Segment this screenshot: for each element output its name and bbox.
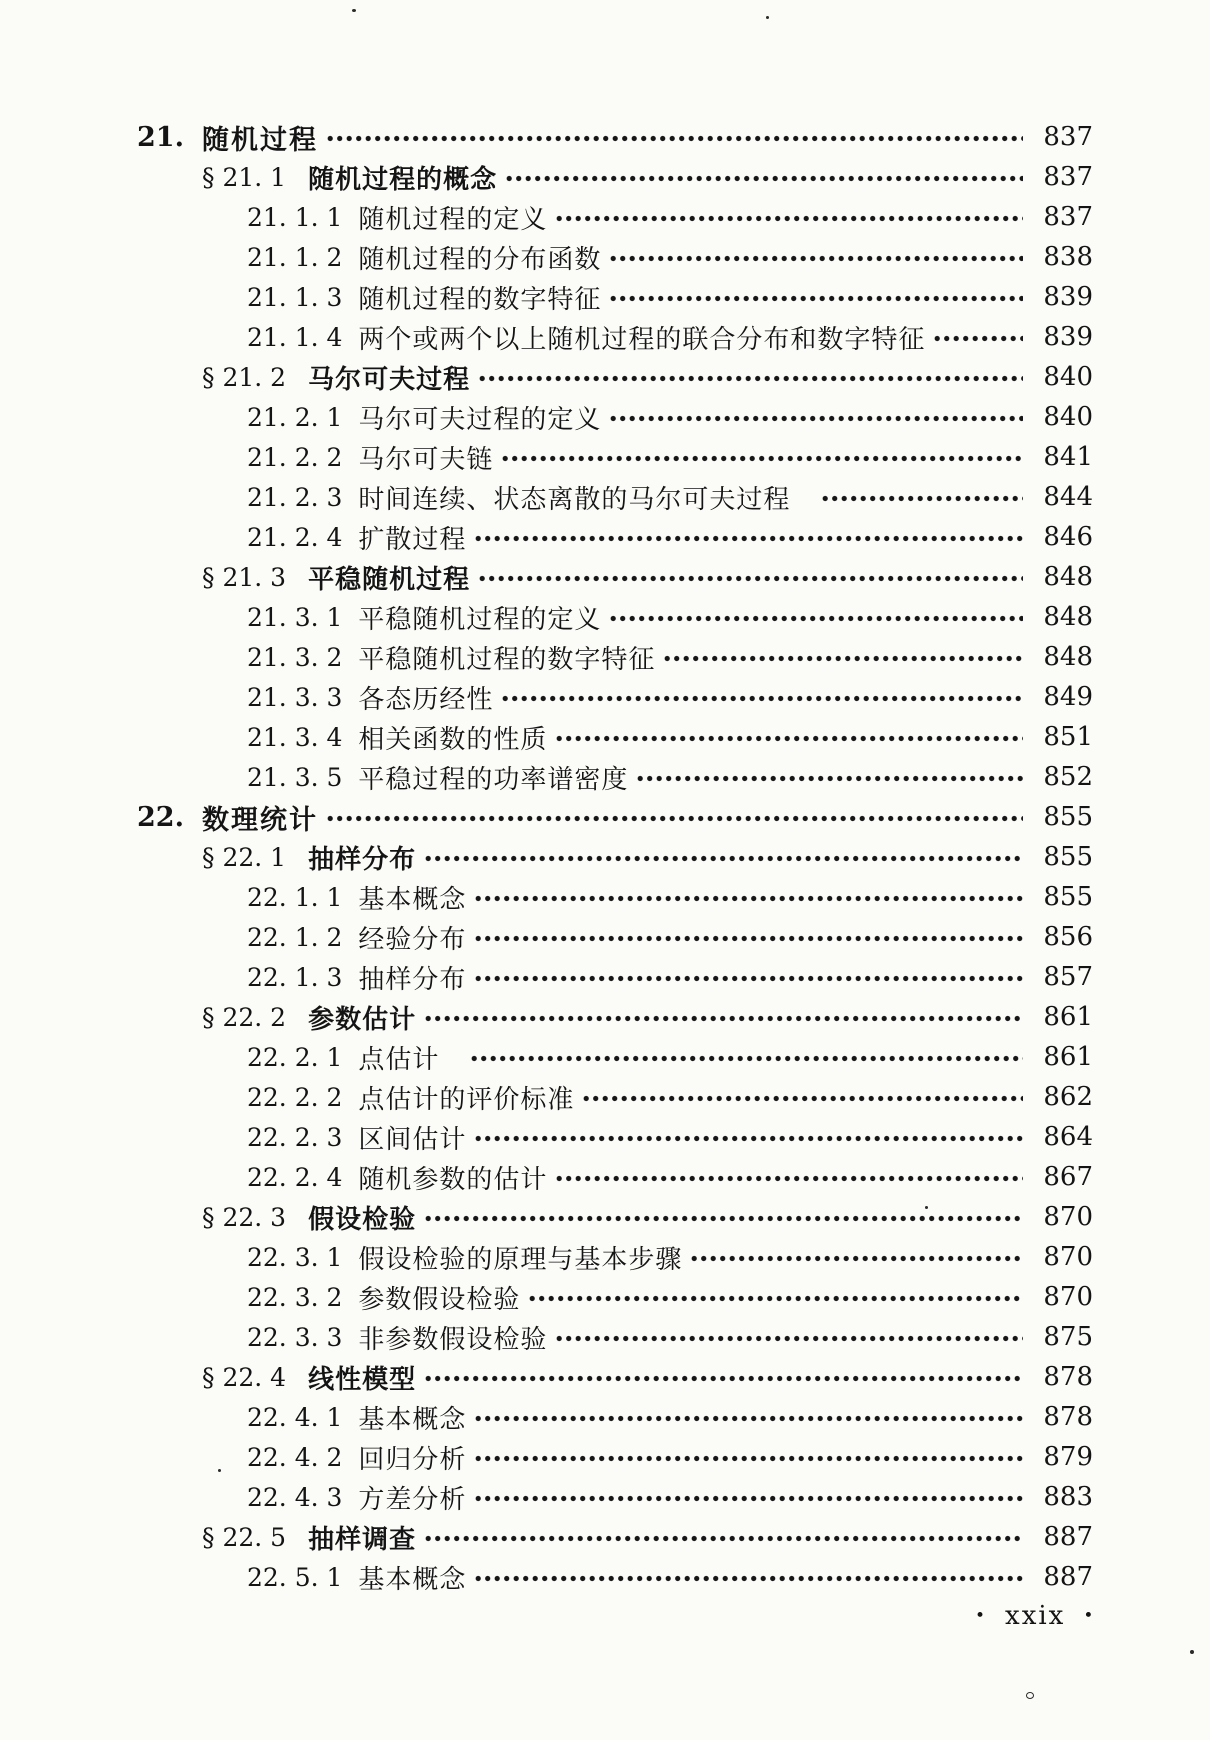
dot-leader <box>475 935 1023 942</box>
toc-entry-title: 基本概念 <box>358 1564 467 1595</box>
dot-leader <box>610 255 1023 262</box>
toc-entry-number: 22. 4. 2 <box>247 1442 343 1472</box>
toc-entry-title: 马尔可夫过程 <box>308 364 471 395</box>
toc-entry-title: 参数假设检验 <box>358 1284 521 1315</box>
toc-row <box>137 1077 1093 1117</box>
toc-entry-title: 平稳随机过程的定义 <box>358 604 602 635</box>
toc-entry-number: 22. 4. 1 <box>247 1402 343 1432</box>
toc-row <box>137 477 1093 517</box>
toc-entry-title: 随机过程 <box>201 124 318 156</box>
toc-entry-page: 837 <box>1043 122 1093 152</box>
toc-entry-page: 887 <box>1043 1522 1093 1552</box>
toc-entry-page: 837 <box>1043 202 1093 232</box>
toc-entry-page: 862 <box>1043 1082 1093 1112</box>
toc-entry-page: 870 <box>1043 1202 1093 1232</box>
scan-speck <box>925 1206 928 1209</box>
toc-entry-title: 随机过程的概念 <box>308 164 498 195</box>
toc-entry-number: 22. 4. 3 <box>247 1482 343 1512</box>
toc-entry-page: 856 <box>1043 922 1093 952</box>
toc-row <box>137 157 1093 197</box>
dot-leader <box>475 1495 1023 1502</box>
toc-row <box>137 317 1093 357</box>
dot-leader <box>475 1575 1023 1582</box>
toc-entry-page: 887 <box>1043 1562 1093 1592</box>
toc-entry-title: 基本概念 <box>358 884 467 915</box>
dot-leader <box>475 895 1023 902</box>
dot-leader <box>583 1095 1023 1102</box>
toc-entry-title: 马尔可夫过程的定义 <box>358 404 602 435</box>
dot-leader <box>822 495 1023 502</box>
toc-entry-title: 方差分析 <box>358 1484 467 1515</box>
toc-entry-number: § 22. 3 <box>202 1202 287 1232</box>
toc-entry-page: 840 <box>1043 362 1093 392</box>
dot-leader <box>691 1255 1023 1262</box>
toc-entry-page: 839 <box>1043 322 1093 352</box>
toc-entry-title: 平稳过程的功率谱密度 <box>358 764 629 795</box>
dot-leader <box>664 655 1023 662</box>
toc-row <box>137 1317 1093 1357</box>
toc-entry-number: 21. 1. 1 <box>247 202 343 232</box>
dot-leader <box>425 1015 1023 1022</box>
toc-entry-title: 抽样调查 <box>308 1524 417 1555</box>
toc-entry-page: 840 <box>1043 402 1093 432</box>
toc-row <box>137 1397 1093 1437</box>
toc-entry-number: 22. 2. 4 <box>247 1162 343 1192</box>
toc-entry-title: 回归分析 <box>358 1444 467 1475</box>
toc-entry-page: 870 <box>1043 1282 1093 1312</box>
toc-entry-number: 22. 3. 1 <box>247 1242 343 1272</box>
toc-entry-number: 22. 1. 1 <box>247 882 343 912</box>
toc-row <box>137 957 1093 997</box>
dot-leader <box>479 575 1023 582</box>
toc-entry-title: 点估计的评价标准 <box>358 1084 575 1115</box>
toc-entry-title: 两个或两个以上随机过程的联合分布和数字特征 <box>358 324 926 355</box>
toc-entry-page: 852 <box>1043 762 1093 792</box>
toc-row <box>137 997 1093 1037</box>
toc-row <box>137 877 1093 917</box>
dot-leader <box>475 535 1023 542</box>
toc-row <box>137 397 1093 437</box>
toc-entry-title: 随机过程的定义 <box>358 204 548 235</box>
toc-entry-title: 数理统计 <box>201 804 318 836</box>
toc-entry-title: 抽样分布 <box>308 844 417 875</box>
dot-leader <box>610 615 1023 622</box>
toc-row <box>137 237 1093 277</box>
toc-entry-title: 相关函数的性质 <box>358 724 548 755</box>
dot-leader <box>502 455 1023 462</box>
toc-entry-title: 马尔可夫链 <box>358 444 494 475</box>
toc-entry-number: § 21. 3 <box>202 562 287 592</box>
dot-leader <box>475 1135 1023 1142</box>
toc-entry-page: 878 <box>1043 1402 1093 1432</box>
dot-leader <box>425 1535 1023 1542</box>
dot-leader <box>475 1415 1023 1422</box>
dot-leader <box>556 1335 1023 1342</box>
dot-leader <box>425 855 1023 862</box>
toc-entry-page: 857 <box>1043 962 1093 992</box>
toc-entry-number: 21. 3. 5 <box>247 762 343 792</box>
toc-entry-number: 21. 3. 1 <box>247 602 343 632</box>
toc-entry-number: 21. 1. 4 <box>247 322 343 352</box>
dot-leader <box>506 175 1023 182</box>
toc-row <box>137 1557 1093 1597</box>
footer-page-label: xxix <box>1005 1601 1066 1631</box>
toc-entry-title: 基本概念 <box>358 1404 467 1435</box>
toc-entry-page: 883 <box>1043 1482 1093 1512</box>
toc-entry-page: 861 <box>1043 1002 1093 1032</box>
toc-row <box>137 1157 1093 1197</box>
toc-row <box>137 677 1093 717</box>
toc-entry-page: 837 <box>1043 162 1093 192</box>
page-footer <box>975 1601 1095 1631</box>
toc-entry-page: 838 <box>1043 242 1093 272</box>
toc-row <box>137 1437 1093 1477</box>
toc-entry-title: 各态历经性 <box>358 684 494 715</box>
toc-entry-page: 848 <box>1043 642 1093 672</box>
dot-leader <box>934 335 1023 342</box>
toc-entry-title: 平稳随机过程 <box>308 564 471 595</box>
toc-entry-title: 随机参数的估计 <box>358 1164 548 1195</box>
toc-entry-number: 21. 3. 2 <box>247 642 343 672</box>
toc-entry-title: 假设检验的原理与基本步骤 <box>358 1244 683 1275</box>
toc-row <box>137 557 1093 597</box>
toc-entry-page: 864 <box>1043 1122 1093 1152</box>
toc-entry-page: 846 <box>1043 522 1093 552</box>
toc-row <box>137 437 1093 477</box>
toc-entry-number: 21. 1. 3 <box>247 282 343 312</box>
toc-row <box>137 357 1093 397</box>
dot-leader <box>502 695 1023 702</box>
dot-leader <box>479 375 1023 382</box>
toc-entry-number: 22. <box>137 801 184 833</box>
toc-entry-page: 851 <box>1043 722 1093 752</box>
toc-row <box>137 837 1093 877</box>
toc-row <box>137 597 1093 637</box>
toc-row <box>137 517 1093 557</box>
dot-leader <box>610 295 1023 302</box>
toc-row <box>137 757 1093 797</box>
toc-row <box>137 1117 1093 1157</box>
toc-entry-page: 879 <box>1043 1442 1093 1472</box>
dot-leader <box>425 1215 1023 1222</box>
toc-entry-title: 时间连续、状态离散的马尔可夫过程 <box>358 484 791 515</box>
dot-leader <box>610 415 1023 422</box>
toc-entry-number: 21. 2. 1 <box>247 402 343 432</box>
toc-entry-title: 参数估计 <box>308 1004 417 1035</box>
toc-entry-page: 848 <box>1043 562 1093 592</box>
toc-entry-page: 875 <box>1043 1322 1093 1352</box>
toc-entry-page: 855 <box>1043 882 1093 912</box>
toc-entry-number: 21. 3. 4 <box>247 722 343 752</box>
dot-leader <box>475 1455 1023 1462</box>
dot-leader <box>556 215 1023 222</box>
scan-speck <box>1026 1692 1034 1699</box>
toc-entry-page: 841 <box>1043 442 1093 472</box>
footer-bullet-left-icon: • <box>975 1606 988 1626</box>
toc-entry-number: 22. 2. 2 <box>247 1082 343 1112</box>
toc-entry-page: 849 <box>1043 682 1093 712</box>
toc-entry-page: 870 <box>1043 1242 1093 1272</box>
toc-entry-page: 867 <box>1043 1162 1093 1192</box>
dot-leader <box>327 135 1023 142</box>
toc-entry-number: 21. 2. 3 <box>247 482 343 512</box>
toc-entry-number: 22. 1. 3 <box>247 962 343 992</box>
toc-row <box>137 1477 1093 1517</box>
dot-leader <box>327 815 1023 822</box>
footer-bullet-right-icon: • <box>1083 1606 1096 1626</box>
toc-entry-number: 22. 3. 2 <box>247 1282 343 1312</box>
toc-entry-title: 随机过程的数字特征 <box>358 284 602 315</box>
toc-entry-number: 21. 3. 3 <box>247 682 343 712</box>
toc-row <box>137 117 1093 157</box>
toc-entry-page: 855 <box>1043 842 1093 872</box>
toc-entry-number: 22. 3. 3 <box>247 1322 343 1352</box>
dot-leader <box>475 975 1023 982</box>
toc-entry-title: 点估计 <box>358 1044 440 1075</box>
toc-entry-number: 21. <box>137 121 184 153</box>
scan-speck <box>766 16 769 19</box>
toc-entry-page: 878 <box>1043 1362 1093 1392</box>
dot-leader <box>529 1295 1023 1302</box>
toc-entry-number: 22. 2. 3 <box>247 1122 343 1152</box>
scan-speck <box>352 9 356 12</box>
toc-entry-page: 855 <box>1043 802 1093 832</box>
toc-entry-number: 21. 1. 2 <box>247 242 343 272</box>
toc-entry-number: § 22. 2 <box>202 1002 287 1032</box>
toc-row <box>137 1277 1093 1317</box>
toc-entry-page: 848 <box>1043 602 1093 632</box>
toc-entry-title: 扩散过程 <box>358 524 467 555</box>
toc-row <box>137 917 1093 957</box>
scan-speck <box>1190 1650 1194 1654</box>
dot-leader <box>471 1055 1023 1062</box>
toc-row <box>137 717 1093 757</box>
dot-leader <box>637 775 1023 782</box>
toc-row <box>137 277 1093 317</box>
toc-entry-title: 区间估计 <box>358 1124 467 1155</box>
toc-entry-number: 22. 5. 1 <box>247 1562 343 1592</box>
dot-leader <box>556 1175 1023 1182</box>
toc-entry-title: 经验分布 <box>358 924 467 955</box>
scan-speck <box>218 1469 221 1472</box>
toc-entry-number: 22. 2. 1 <box>247 1042 343 1072</box>
toc-entry-number: 21. 2. 2 <box>247 442 343 472</box>
toc-row <box>137 1197 1093 1237</box>
toc-entry-title: 平稳随机过程的数字特征 <box>358 644 656 675</box>
toc-entry-title: 随机过程的分布函数 <box>358 244 602 275</box>
toc-row <box>137 1237 1093 1277</box>
toc-list <box>137 117 1093 1597</box>
toc-entry-number: 22. 1. 2 <box>247 922 343 952</box>
toc-row <box>137 637 1093 677</box>
toc-entry-title: 抽样分布 <box>358 964 467 995</box>
toc-entry-title: 线性模型 <box>308 1364 417 1395</box>
toc-entry-number: § 22. 1 <box>202 842 287 872</box>
toc-entry-number: § 22. 5 <box>202 1522 287 1552</box>
toc-entry-number: 21. 2. 4 <box>247 522 343 552</box>
toc-row <box>137 797 1093 837</box>
toc-entry-page: 861 <box>1043 1042 1093 1072</box>
toc-entry-title: 非参数假设检验 <box>358 1324 548 1355</box>
dot-leader <box>425 1375 1023 1382</box>
toc-row <box>137 1517 1093 1557</box>
toc-row <box>137 197 1093 237</box>
dot-leader <box>556 735 1023 742</box>
toc-entry-number: § 22. 4 <box>202 1362 287 1392</box>
toc-entry-number: § 21. 2 <box>202 362 287 392</box>
toc-entry-page: 844 <box>1043 482 1093 512</box>
toc-entry-number: § 21. 1 <box>202 162 287 192</box>
toc-entry-title: 假设检验 <box>308 1204 417 1235</box>
toc-row <box>137 1037 1093 1077</box>
toc-row <box>137 1357 1093 1397</box>
toc-entry-page: 839 <box>1043 282 1093 312</box>
